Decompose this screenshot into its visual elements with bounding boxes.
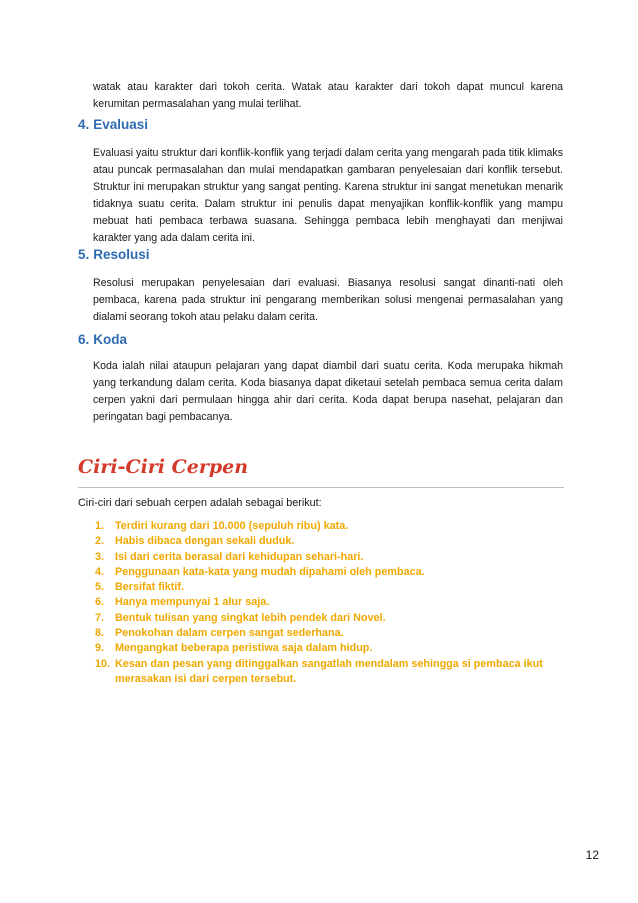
paragraph-koda: Koda ialah nilai ataupun pelajaran yang dapat diambil dari suatu cerita. Koda merupaka hikmah yang terkandung dalam cerita. Koda biasanya dapat diketaui setelah pembaca semua cerita dalam cerpen yakni dari permulaan hingga ahir dari cerita. Koda dapat berupa nasehat, pelajaran dan peringatan bagi pembacanya. xyxy=(93,360,563,423)
list-item xyxy=(95,550,563,565)
list-text: Kesan dan pesan yang ditinggalkan sangatlah mendalam sehingga si pembaca ikut merasakan isi dari cerpen tersebut. xyxy=(115,657,543,685)
list-number: 4. xyxy=(95,565,105,578)
list-item xyxy=(95,534,563,549)
list-item xyxy=(95,626,563,641)
list-number: 8. xyxy=(95,627,105,640)
list-number: 7. xyxy=(95,611,105,624)
heading-title: Evaluasi xyxy=(93,117,149,132)
list-number: 3. xyxy=(95,550,105,563)
list-text: Penggunaan kata-kata yang mudah dipahami oleh pembaca. xyxy=(115,565,425,578)
section-divider xyxy=(78,487,564,488)
list-number: 2. xyxy=(95,535,105,548)
list-item xyxy=(95,565,563,580)
section-title-ciri-cerpen: Ciri-Ciri Cerpen xyxy=(78,456,249,478)
list-number: 10. xyxy=(95,657,111,670)
list-number: 9. xyxy=(95,642,105,655)
list-text: Habis dibaca dengan sekali duduk. xyxy=(115,535,295,548)
list-item xyxy=(95,580,563,595)
list-item xyxy=(95,595,563,610)
list-text: Penokohan dalam cerpen sangat sederhana. xyxy=(115,627,344,640)
heading-title: Koda xyxy=(93,332,128,347)
paragraph-resolusi: Resolusi merupakan penyelesaian dari evaluasi. Biasanya resolusi sangat dinanti-nati oleh pembaca, karena pada struktur ini pengarang memberikan solusi mengenai permasalahan yang dialami seorang tokoh atau pelaku dalam cerita. xyxy=(93,277,563,323)
list-text: Isi dari cerita berasal dari kehidupan sehari-hari. xyxy=(115,550,364,563)
heading-number: 5. xyxy=(78,247,90,262)
ciri-list xyxy=(95,519,563,687)
heading-title: Resolusi xyxy=(93,247,150,262)
heading-evaluasi xyxy=(78,117,148,132)
list-number: 5. xyxy=(95,581,105,594)
heading-resolusi xyxy=(78,247,150,262)
heading-number: 6. xyxy=(78,332,90,347)
heading-koda xyxy=(78,332,127,347)
list-item xyxy=(95,519,563,534)
list-text: Mengangkat beberapa peristiwa saja dalam hidup. xyxy=(115,642,373,655)
list-item xyxy=(95,657,563,688)
heading-number: 4. xyxy=(78,117,90,132)
list-item xyxy=(95,641,563,656)
page-number: 12 xyxy=(585,848,599,862)
list-text: Hanya mempunyai 1 alur saja. xyxy=(115,596,270,609)
list-text: Terdiri kurang dari 10.000 (sepuluh ribu) kata. xyxy=(115,520,349,532)
list-number: 1. xyxy=(95,520,105,532)
list-text: Bersifat fiktif. xyxy=(115,581,184,594)
ciri-intro: Ciri-ciri dari sebuah cerpen adalah sebagai berikut: xyxy=(78,497,322,509)
paragraph-evaluasi: Evaluasi yaitu struktur dari konflik-konflik yang terjadi dalam cerita yang mengarah pada titik klimaks atau puncak permasalahan dan mulai mendapatkan gambaran penyelesaian dari konflik tersebut. Struktur ini merupakan struktur yang sangat penting. Karena struktur ini sangat menetukan menarik tidaknya suatu cerita. Dalam struktur ini penulis dapat menyajikan konflik-konflik yang mampu mebuat hati pembaca terbawa suasana. Sehingga pembaca lebih menghayati dan menjiwai karakter yang ada dalam cerita ini. xyxy=(93,147,563,244)
list-number: 6. xyxy=(95,596,105,609)
list-text: Bentuk tulisan yang singkat lebih pendek dari Novel. xyxy=(115,611,386,624)
list-item xyxy=(95,611,563,626)
top-paragraph: watak atau karakter dari tokoh cerita. Watak atau karakter dari tokoh dapat muncul karena kerumitan permasalahan yang mulai terlihat. xyxy=(93,81,563,110)
